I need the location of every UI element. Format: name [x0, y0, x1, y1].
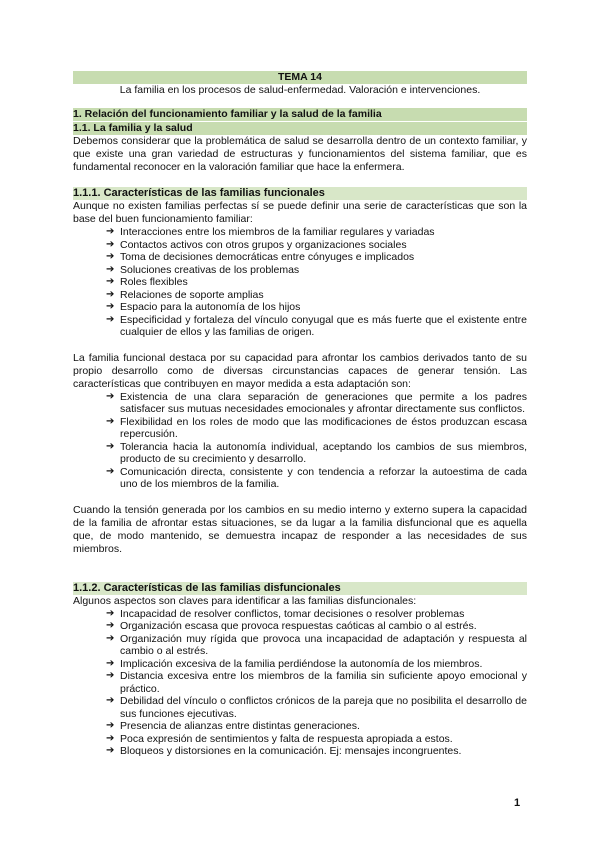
arrow-bullet-icon: ➔	[106, 720, 115, 731]
arrow-bullet-icon: ➔	[106, 313, 115, 325]
arrow-bullet-icon: ➔	[106, 263, 115, 275]
arrow-bullet-icon: ➔	[106, 390, 115, 402]
list-item: ➔ Organización muy rígida que provoca una incapacidad de adaptación y respuesta al cambio o al estrés.	[106, 632, 527, 657]
list-item: ➔ Incapacidad de resolver conflictos, tomar decisiones o resolver problemas	[106, 607, 465, 620]
arrow-bullet-icon: ➔	[106, 632, 115, 644]
section-1-1-1-intro: Aunque no existen familias perfectas sí se puede definir una serie de características que son la base del buen funcionamiento familiar:	[73, 200, 527, 225]
arrow-bullet-icon: ➔	[106, 695, 115, 706]
list-item: ➔ Implicación excesiva de la familia perdiéndose la autonomía de los miembros.	[106, 657, 483, 670]
list-item: ➔ Flexibilidad en los roles de modo que las modificaciones de éstos produzcan escasa repercusión.	[106, 415, 527, 440]
list-item: ➔ Comunicación directa, consistente y con tendencia a reforzar la autoestima de cada uno de los miembros de la familia.	[106, 465, 527, 490]
functional-adaptation-paragraph: La familia funcional destaca por su capacidad para afrontar los cambios derivados tanto de su propio desarrollo como de diversas circunstancias capaces de generar tensión. Las características que contribuyen en mayor medida a esta adaptación son:	[73, 351, 527, 390]
list-item: ➔ Contactos activos con otros grupos y organizaciones sociales	[106, 238, 407, 251]
arrow-bullet-icon: ➔	[106, 465, 115, 477]
section-1-1-2-heading: 1.1.2. Características de las familias disfuncionales	[73, 582, 527, 595]
document-page	[73, 71, 527, 758]
arrow-bullet-icon: ➔	[106, 288, 115, 300]
list-item: ➔ Tolerancia hacia la autonomía individual, aceptando los cambios de sus miembros, producto de su crecimiento y desarrollo.	[106, 440, 527, 465]
dysfunctional-characteristics-list	[73, 608, 527, 758]
section-1-heading: 1. Relación del funcionamiento familiar y la salud de la familia	[73, 108, 527, 121]
section-1-1-heading: 1.1. La familia y la salud	[73, 122, 527, 135]
arrow-bullet-icon: ➔	[106, 745, 115, 756]
list-item: ➔ Bloqueos y distorsiones en la comunicación. Ej: mensajes incongruentes.	[106, 745, 462, 757]
arrow-bullet-icon: ➔	[106, 732, 115, 744]
list-item: ➔ Interacciones entre los miembros de la familiar regulares y variadas	[106, 226, 435, 238]
section-1-1-2-intro: Algunos aspectos son claves para identificar a las familias disfuncionales:	[73, 594, 417, 607]
arrow-bullet-icon: ➔	[106, 415, 115, 427]
list-item: ➔ Especificidad y fortaleza del vínculo conyugal que es más fuerte que el existente entre cualquier de ellos y las familias de origen.	[106, 313, 527, 338]
arrow-bullet-icon: ➔	[106, 226, 115, 237]
arrow-bullet-icon: ➔	[106, 276, 115, 287]
page-number: 1	[514, 797, 521, 809]
arrow-bullet-icon: ➔	[106, 238, 115, 250]
arrow-bullet-icon: ➔	[106, 251, 115, 262]
list-item: ➔ Toma de decisiones democráticas entre cónyuges e implicados	[106, 251, 415, 263]
arrow-bullet-icon: ➔	[106, 670, 115, 681]
arrow-bullet-icon: ➔	[106, 440, 115, 452]
section-1-1-1-heading: 1.1.1. Características de las familias funcionales	[73, 187, 527, 200]
arrow-bullet-icon: ➔	[106, 607, 115, 619]
list-item: ➔ Organización escasa que provoca respuestas caóticas al cambio o al estrés.	[106, 620, 477, 632]
topic-title: TEMA 14	[73, 71, 527, 84]
functional-characteristics-list	[73, 226, 527, 339]
list-item: ➔ Debilidad del vínculo o conflictos crónicos de la pareja que no posibilita el desarrollo de sus funciones ejecutivas.	[106, 695, 527, 720]
adaptation-characteristics-list	[73, 391, 527, 491]
arrow-bullet-icon: ➔	[106, 620, 115, 631]
list-item: ➔ Espacio para la autonomía de los hijos	[106, 301, 301, 313]
list-item: ➔ Presencia de alianzas entre distintas generaciones.	[106, 720, 360, 732]
list-item: ➔ Existencia de una clara separación de generaciones que permite a los padres satisfacer sus mutuas necesidades emocionales y afrontar directamente sus conflictos.	[106, 390, 527, 415]
topic-subtitle: La familia en los procesos de salud-enfermedad. Valoración e intervenciones.	[119, 84, 481, 96]
arrow-bullet-icon: ➔	[106, 301, 115, 312]
section-1-1-paragraph: Debemos considerar que la problemática de salud se desarrolla dentro de un contexto familiar, y que existe una gran variedad de estructuras y funcionamientos del sistema familiar, que es fundamental reconocer en la valoración familiar que hace la enfermera.	[73, 135, 527, 173]
dysfunctional-family-paragraph: Cuando la tensión generada por los cambios en su medio interno y externo supera la capacidad de la familia de afrontar estas situaciones, se da lugar a la familia disfuncional que es aquella que, de modo mantenido, se demuestra incapaz de responder a las necesidades de sus miembros.	[73, 503, 527, 555]
list-item: ➔ Relaciones de soporte amplias	[106, 288, 264, 301]
list-item: ➔ Roles flexibles	[106, 276, 188, 288]
list-item: ➔ Poca expresión de sentimientos y falta de respuesta apropiada a estos.	[106, 732, 453, 745]
list-item: ➔ Distancia excesiva entre los miembros de la familia sin suficiente apoyo emocional y práctico.	[106, 670, 527, 695]
arrow-bullet-icon: ➔	[106, 657, 115, 669]
list-item: ➔ Soluciones creativas de los problemas	[106, 263, 300, 276]
